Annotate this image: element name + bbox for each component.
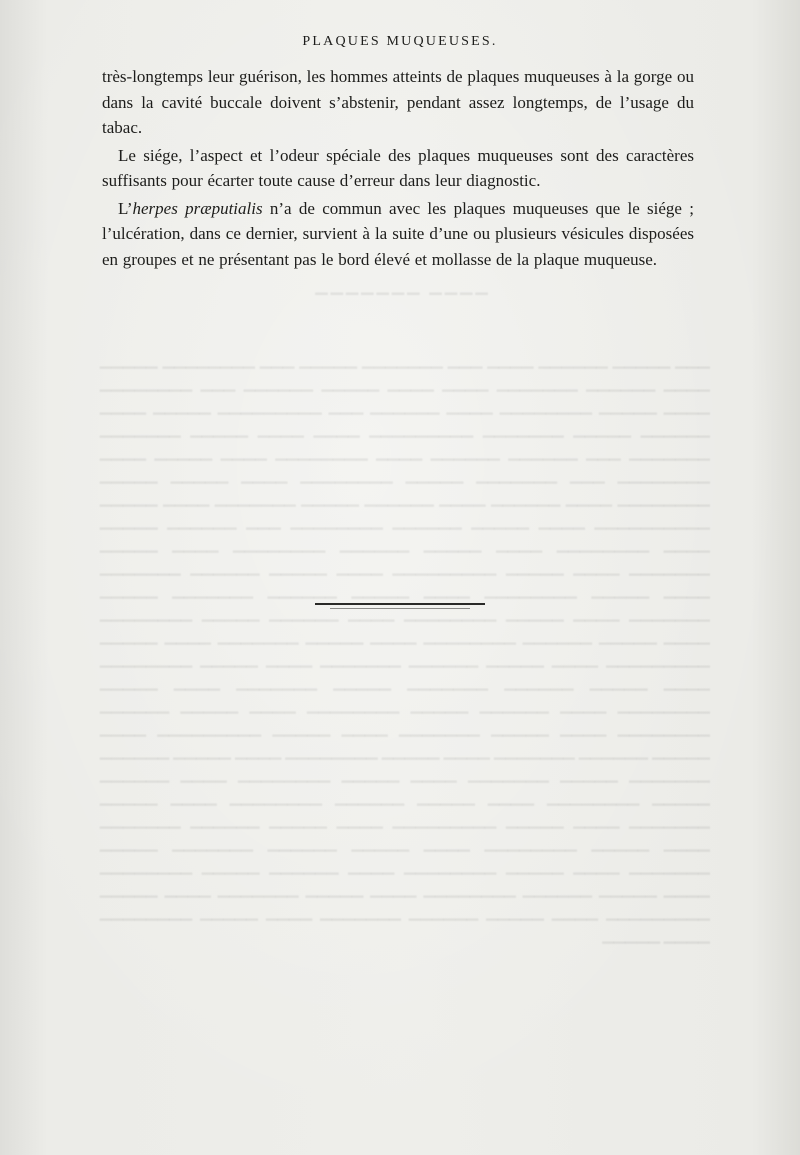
paragraph-3: [102, 196, 694, 273]
section-end-rule: [315, 603, 485, 605]
running-header: PLAQUES MUQUEUSES.: [302, 34, 498, 49]
body-text: [102, 64, 694, 272]
paragraph-2: Le siége, l’aspect et l’odeur spéciale des plaques muqueuses sont des caractères suffisants pour écarter toute cause d’erreur dans leur diagnostic.: [102, 145, 694, 190]
paragraph-3-rest: n’a de commun avec les plaques muqueuses que le siége ; l’ulcération, dans ce dernier, survient à la suite d’une ou plusieurs vésicules disposées en groupes et ne présentant pas le bord élevé et mollasse de la plaque muqueuse.: [102, 198, 694, 269]
section-end-rule-thin: [330, 608, 470, 609]
paragraph-3-lead: L’: [118, 198, 133, 218]
paragraph-1: très-longtemps leur guérison, les hommes atteints de plaques muqueuses à la gorge ou dans la cavité buccale doivent s’abstenir, pendant assez longtemps, de l’usage du tabac.: [102, 67, 694, 137]
show-through-text: ▁▁▁ ▁▁▁▁▁ ▁▁▁▁▁▁ ▁▁▁▁ ▁▁▁ ▁▁▁▁▁▁▁ ▁▁▁▁▁ ▁▁▁ ▁▁▁▁▁▁▁▁ ▁▁▁▁▁ ▁▁▁▁ ▁▁▁▁▁▁ ▁▁▁▁▁▁▁ ▁▁▁▁ ▁▁▁▁ ▁▁▁▁▁ ▁▁▁▁▁▁ ▁▁▁ ▁▁▁▁▁▁▁▁ ▁▁▁▁ ▁▁▁▁▁ ▁▁▁▁▁▁▁▁ ▁▁▁▁ ▁▁▁▁▁▁ ▁▁▁ ▁▁▁▁▁▁▁▁▁ ▁▁▁▁▁ ▁▁▁▁ ▁▁▁▁▁▁ ▁▁▁▁▁ ▁▁▁▁▁▁▁ ▁▁▁▁▁▁▁▁▁ ▁▁▁▁ ▁▁▁▁ ▁▁▁▁▁ ▁▁▁▁▁▁▁ ▁▁▁▁▁▁▁ ▁▁▁ ▁▁▁▁▁▁ ▁▁▁▁▁▁ ▁▁▁▁ ▁▁▁▁▁▁▁▁ ▁▁▁▁ ▁▁▁▁▁ ▁▁▁▁ ▁▁▁▁▁▁▁▁ ▁▁▁ ▁▁▁▁▁▁▁ ▁▁▁▁▁ ▁▁▁▁▁▁▁▁ ▁▁▁▁ ▁▁▁▁▁ ▁▁▁▁▁ ▁▁▁▁▁▁▁▁ ▁▁▁▁ ▁▁▁▁▁▁ ▁▁▁▁ ▁▁▁▁▁▁ ▁▁▁▁▁ ▁▁▁▁▁▁▁ ▁▁▁▁ ▁▁▁▁▁ ▁▁▁▁▁▁▁▁▁▁ ▁▁▁▁ ▁▁▁▁▁ ▁▁▁▁▁▁ ▁▁▁▁▁▁▁▁ ▁▁▁ ▁▁▁▁▁▁ ▁▁▁▁▁ ▁▁▁▁ ▁▁▁▁▁▁▁▁ ▁▁▁▁ ▁▁▁▁▁ ▁▁▁▁▁▁ ▁▁▁▁▁▁▁▁ ▁▁▁▁ ▁▁▁▁▁ ▁▁▁▁▁▁▁ ▁▁▁▁ ▁▁▁▁▁ ▁▁▁▁▁▁▁▁▁ ▁▁▁▁ ▁▁▁▁▁ ▁▁▁▁▁▁ ▁▁▁▁▁▁▁ ▁▁▁▁ ▁▁▁▁▁ ▁▁▁▁▁▁▁▁ ▁▁▁▁ ▁▁▁▁▁ ▁▁▁▁▁▁ ▁▁▁▁▁▁▁ ▁▁▁▁▁ ▁▁▁▁▁▁▁ ▁▁▁▁ ▁▁▁▁▁ ▁▁▁▁▁▁▁▁ ▁▁▁▁ ▁▁▁▁▁▁ ▁▁▁▁▁ ▁▁▁▁▁▁▁▁ ▁▁▁▁ ▁▁▁▁▁ ▁▁▁▁▁▁ ▁▁▁▁▁▁▁▁ ▁▁▁▁ ▁▁▁▁▁ ▁▁▁▁▁▁▁ ▁▁▁▁ ▁▁▁▁▁ ▁▁▁▁▁▁▁▁▁ ▁▁▁▁ ▁▁▁▁▁ ▁▁▁▁▁▁ ▁▁▁▁▁▁▁ ▁▁▁▁ ▁▁▁▁▁ ▁▁▁▁▁▁▁▁ ▁▁▁▁ ▁▁▁▁▁ ▁▁▁▁▁▁ ▁▁▁▁▁▁▁ ▁▁▁▁▁ ▁▁▁▁▁▁▁ ▁▁▁▁ ▁▁▁▁▁ ▁▁▁▁▁▁▁▁ ▁▁▁▁ ▁▁▁▁▁▁ ▁▁▁▁▁ ▁▁▁▁▁▁▁▁ ▁▁▁▁ ▁▁▁▁▁ ▁▁▁▁▁▁ ▁▁▁▁▁▁▁▁ ▁▁▁▁ ▁▁▁▁▁ ▁▁▁▁▁▁▁ ▁▁▁▁ ▁▁▁▁▁ ▁▁▁▁▁▁▁▁▁ ▁▁▁▁ ▁▁▁▁▁ ▁▁▁▁▁▁ ▁▁▁▁▁▁▁ ▁▁▁▁ ▁▁▁▁▁ ▁▁▁▁▁▁▁▁ ▁▁▁▁ ▁▁▁▁▁ ▁▁▁▁▁▁ ▁▁▁▁▁▁▁ ▁▁▁▁▁ ▁▁▁▁▁▁▁ ▁▁▁▁ ▁▁▁▁▁ ▁▁▁▁▁▁▁▁ ▁▁▁▁ ▁▁▁▁▁▁ ▁▁▁▁▁ ▁▁▁▁▁▁▁▁ ▁▁▁▁ ▁▁▁▁▁ ▁▁▁▁▁▁ ▁▁▁▁▁▁▁▁ ▁▁▁▁ ▁▁▁▁▁ ▁▁▁▁▁▁▁ ▁▁▁▁ ▁▁▁▁▁ ▁▁▁▁▁▁▁▁▁ ▁▁▁▁ ▁▁▁▁▁ ▁▁▁▁▁▁ ▁▁▁▁▁▁▁ ▁▁▁▁ ▁▁▁▁▁ ▁▁▁▁▁▁▁▁ ▁▁▁▁ ▁▁▁▁▁ ▁▁▁▁▁▁ ▁▁▁▁▁▁▁ ▁▁▁▁▁ ▁▁▁▁▁▁▁ ▁▁▁▁ ▁▁▁▁▁ ▁▁▁▁▁▁▁▁ ▁▁▁▁ ▁▁▁▁▁▁ ▁▁▁▁▁ ▁▁▁▁▁▁▁▁ ▁▁▁▁ ▁▁▁▁▁ ▁▁▁▁▁▁ ▁▁▁▁▁▁▁▁ ▁▁▁▁ ▁▁▁▁▁ ▁▁▁▁▁▁▁ ▁▁▁▁ ▁▁▁▁▁ ▁▁▁▁▁▁▁▁▁ ▁▁▁▁ ▁▁▁▁▁ ▁▁▁▁▁▁ ▁▁▁▁▁▁▁ ▁▁▁▁ ▁▁▁▁▁ ▁▁▁▁▁▁▁▁ ▁▁▁▁ ▁▁▁▁▁: [100, 353, 710, 944]
paragraph-3-italic-term: herpes præputialis: [132, 198, 263, 218]
show-through-title: ▁▁▁▁ ▁▁▁▁▁▁▁: [312, 278, 488, 295]
